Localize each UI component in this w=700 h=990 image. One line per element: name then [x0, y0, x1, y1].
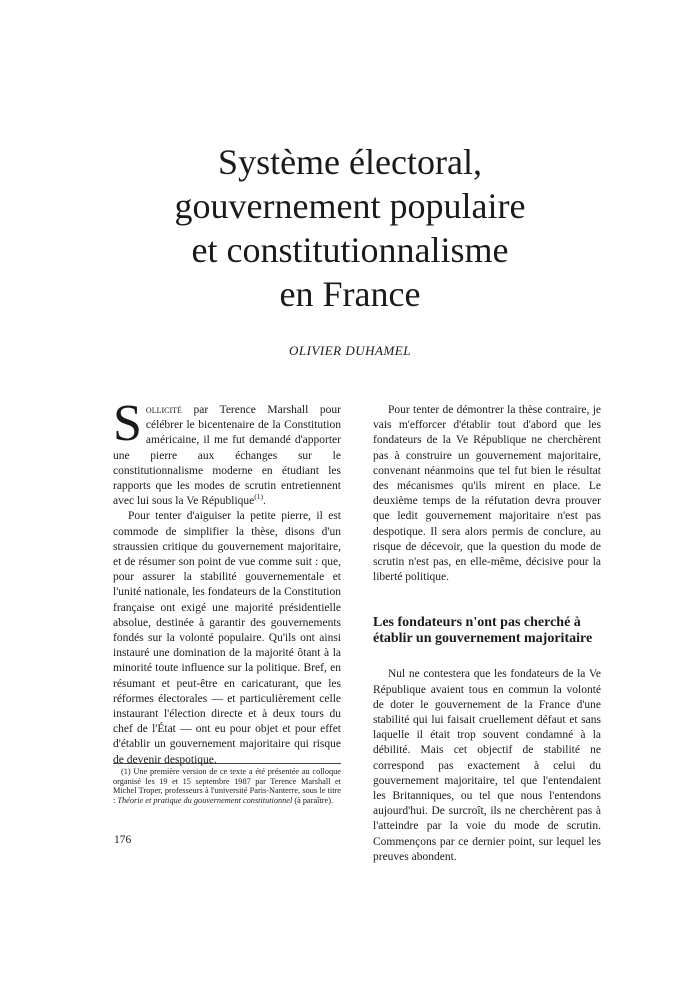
intro-text: par Terence Marshall pour célébrer le bicentenaire de la Constitution américaine, il me fut demandé d'apporter une pierre aux échanges sur le constitutionnalisme moderne en étudiant les rapports que les modes de scrutin entretiennent avec lui sous la Ve République — [113, 404, 341, 508]
body-paragraph: Pour tenter d'aiguiser la petite pierre, il est commode de simplifier la thèse, disons d'un straussien critique du gouvernement majoritaire, et de résumer son point de vue comme suit : que, pour assurer la stabilité gouvernementale et l'unité nationale, les fondateurs de la Constitution française ont exigé une majorité présidentielle absolue, destinée à garantir des gouvernements fondés sur la volonté populaire. Qu'ils ont ainsi instauré une domination de la majorité ôtant à la minorité toute influence sur la politique. Bref, en résumant et peut-être en caricaturant, que les réformes électorales — et particulièrement celle instaurant l'élection directe et à deux tours du chef de l'État — ont eu pour objet et pour effet d'établir un gouvernement majoritaire qui risque de devenir despotique. — [113, 510, 341, 766]
footnote-text: (1) Une première version de ce texte a été présentée au colloque organisé les 19 et 15 septembre 1987 par Terence Marshall et Michel Troper, professeurs à l'université Paris-Nanterre, sous le titre : — [113, 767, 341, 805]
title-line-1: Système électoral, — [218, 142, 482, 182]
title-line-2: gouvernement populaire — [174, 186, 526, 226]
footnote-divider — [113, 763, 341, 764]
title-line-4: en France — [279, 274, 421, 314]
footnote-reference[interactable]: (1) — [254, 492, 264, 502]
intro-paragraph — [113, 395, 341, 509]
article-title — [100, 140, 600, 316]
body-paragraph: Nul ne contestera que les fondateurs de la Ve République avaient tous en commun la volonté de doter le gouvernement de la France d'une stabilité qui lui faisait cruellement défaut et sans laquelle il était trop souvent condamné à la débilité. Mais cet objectif de stabilité ne correspond pas exactement à celui du gouvernement majoritaire, tel que l'entendaient les Britanniques, ou tel que nous l'entendons aujourd'hui. De surcroît, ils ne cherchèrent pas à l'atteindre par la voie du mode de scrutin. Commençons par ce dernier point, sur lequel les preuves abondent. — [373, 668, 601, 863]
page-number: 176 — [114, 834, 132, 846]
author-name: OLIVIER DUHAMEL — [289, 343, 411, 358]
lead-small-caps: ollicité — [145, 404, 182, 416]
body-paragraph: Pour tenter de démontrer la thèse contraire, je vais m'efforcer d'établir tout d'abord que les fondateurs de la Ve République ne cherchèrent pas à construire un gouvernement majoritaire, convenant néanmoins que tel fut bien le résultat des mécanismes qu'ils mirent en place. Le deuxième temps de la réfutation devra prouver que ledit gouvernement majoritaire n'est pas despotique. Il sera alors permis de conclure, au risque de décevoir, que la question du mode de scrutin n'est pas, en elle-même, décisive pour la liberté politique. — [373, 404, 601, 584]
intro-end: . — [263, 495, 266, 508]
left-column — [113, 395, 341, 768]
section-heading: Les fondateurs n'ont pas cherché à établir un gouvernement majoritaire — [373, 615, 593, 647]
footnote — [113, 767, 341, 805]
drop-cap: S — [113, 395, 142, 452]
footnote-text-end: (à paraître). — [292, 795, 334, 805]
footnote-work-title: Théorie et pratique du gouvernement constitutionnel — [117, 795, 293, 805]
right-column — [373, 403, 601, 865]
title-line-3: et constitutionnalisme — [191, 230, 509, 270]
